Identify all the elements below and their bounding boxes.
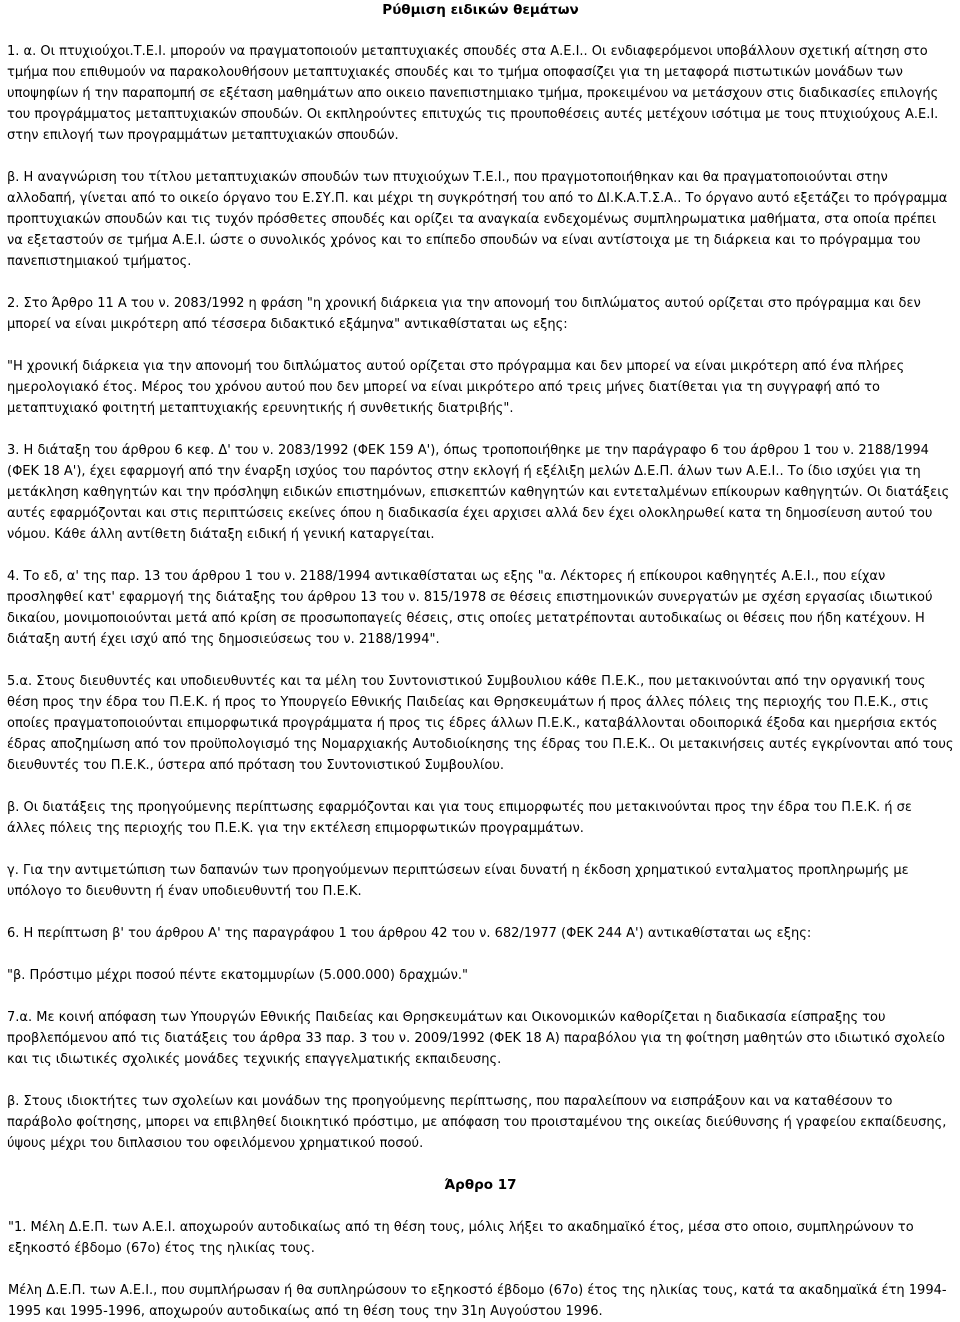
spacer [7,839,954,860]
spacer [7,1154,954,1175]
spacer [7,419,954,440]
spacer [7,272,954,293]
paragraph-2: 2. Στο Άρθρο 11 Α του ν. 2083/1992 η φράση "η χρονική διάρκεια για την απονομή του διπλώματος αυτού ορίζεται στο πρόγραμμα και δεν μπορεί να είναι μικρότερη από τέσσερα διδακτικό εξάμηνα" αντικαθίσταται ως εξης: [7,296,921,332]
spacer [7,1259,954,1280]
paragraph-5a: 5.α. Στους διευθυντές και υποδιευθυντές και τα μέλη του Συντονιστικού Συμβουλιου κάθε Π.Ε.Κ., που μετακινούνται από την οργανική τους θέση προς την έδρα του Π.Ε.Κ. ή προς το Υπουργείο Εθνικής Παιδείας και Θρησκευμάτων ή προς άλλες πόλεις της περιοχής του Π.Ε.Κ., στις οποίες πραγματοποιούνται επιμορφωτικά προγράμματα ή προς τις έδρες άλλων Π.Ε.Κ., καταβάλλονται οδοιπορικά έξοδα και ημερήσια εκτός έδρας αποζημίωση από τον προϋπολογισμό της Νομαρχιακής Αυτοδιοίκησης της έδρας του Π.Ε.Κ.. Οι μετακινήσεις αυτές εγκρίνονται από τους διευθυντές του Π.Ε.Κ., ύστερα από πρόταση του Συντονιστικού Συμβουλίου. [7,674,954,773]
paragraph-6: 6. Η περίπτωση β' του άρθρου Α' της παραγράφου 1 του άρθρου 42 του ν. 682/1977 (ΦΕΚ 244 Α') αντικαθίσταται ως εξης: [7,926,812,941]
spacer [7,1070,954,1091]
article17-paragraph-2: Μέλη Δ.Ε.Π. των Α.Ε.Ι., που συμπλήρωσαν ή θα συπληρώσουν το εξηκοστό έβδομο (67ο) έτος της ηλικίας τους, κατά τα ακαδημαϊκά έτη 1994-1995 και 1995-1996, αποχωρούν αυτοδικαίως από τη θέση τους την 31η Αυγούστου 1996. [8,1283,947,1319]
article-heading: Άρθρο 17 [444,1177,517,1193]
spacer [7,986,954,1007]
paragraph-4: 4. Το εδ, α' της παρ. 13 του άρθρου 1 του ν. 2188/1994 αντικαθίσταται ως εξης "α. Λέκτορες ή επίκουροι καθηγητές Α.Ε.Ι., που είχαν προσληφθεί κατ' εφαρμογή της διάταξης του άρθρου 13 του ν. 815/1978 σε θέσεις επιστημονικών συνεργατών με σχέση εργασίας ιδιωτικού δικαίου, μονιμοποιούνται μετά από κρίση σε προσωποπαγείς θέσεις, στις οποίες μετατρέπονται αυτοδικαίως οι θέσεις που ήδη κατέχουν. Η διάταξη αυτή έχει ισχύ από της δημοσιεύσεως του ν. 2188/1994". [7,569,933,647]
spacer [7,1196,954,1217]
paragraph-5b: β. Οι διατάξεις της προηγούμενης περίπτωσης εφαρμόζονται και για τους επιμορφωτές που μετακινούνται προς την έδρα του Π.Ε.Κ. ή σε άλλες πόλεις της περιοχής του Π.Ε.Κ. για την εκτέλεση επιμορφωτικών προγραμμάτων. [7,800,912,836]
paragraph-1b: β. Η αναγνώριση του τίτλου μεταπτυχιακών σπουδών των πτυχιούχων Τ.Ε.Ι., που πραγμοτοποιήθηκαν και θα πραγματοποιούνται στην αλλοδαπή, γίνεται από το οικείο όργανο του Ε.ΣΥ.Π. και μέχρι τη συγκρότησή του από το ΔΙ.Κ.Α.Τ.Σ.Α.. Το όργανο αυτό εξετάζει το πρόγραμμα προπτυχιακών σπουδών και τις τυχόν πρόσθετες σπουδές και ορίζει τα αναγκαία ενδεχομένως συμπληρωματικα μαθήματα, στα οποία πρέπει να εξεταστούν σε τμήμα Α.Ε.Ι. ώστε ο συνολικός χρόνος και το επίπεδο σπουδών να είναι αντίστοιχα με τη διάρκεια και το πρόγραμμα του πανεπιστημιακού τμήματος. [7,170,948,269]
spacer [7,776,954,797]
spacer [7,650,954,671]
paragraph-7b: β. Στους ιδιοκτήτες των σχολείων και μονάδων της προηγούμενης περίπτωσης, που παραλείπουν να εισπράξουν και να καταθέσουν το παράβολο φοίτησης, μπορει να επιβληθεί διοικητικό πρόστιμο, με απόφαση του προισταμένου της οικείας διεύθυνσης ή γραφείου εκπαίδευσης, ύψους μέχρι του διπλασιου του οφειλόμενου χρηματικού ποσού. [7,1094,947,1151]
spacer [7,944,954,965]
article17-paragraph-1: "1. Μέλη Δ.Ε.Π. των Α.Ε.Ι. αποχωρούν αυτοδικαίως από τη θέση τους, μόλις λήξει το ακαδημαϊκό έτος, μέσα στο οποιο, συμπληρώνουν το εξηκοστό έβδομο (67ο) έτος της ηλικίας τους. [8,1220,914,1256]
paragraph-6-quote: "β. Πρόστιμο μέχρι ποσού πέντε εκατομμυρίων (5.000.000) δραχμών." [7,968,468,983]
paragraph-5c: γ. Για την αντιμετώπιση των δαπανών των προηγούμενων περιπτώσεων είναι δυνατή η έκδοση χρηματικού ενταλματος προπληρωμής με υπόλογο το διευθυντη ή έναν υποδιευθυντή του Π.Ε.Κ. [7,863,909,899]
paragraph-3: 3. Η διάταξη του άρθρου 6 κεφ. Δ' του ν. 2083/1992 (ΦΕΚ 159 Α'), όπως τροποποιήθηκε με την παράγραφο 6 του άρθρου 1 του ν. 2188/1994 (ΦΕΚ 18 Α'), έχει εφαρμογή από την έναρξη ισχύος του παρόντος στην εκλογή ή εξέλιξη μελών Δ.Ε.Π. άλων των Α.Ε.Ι.. Το ίδιο ισχύει για τη μετάκληση καθηγητών και την πρόσληψη ειδικών επιστημόνων, επισκεπτών καθηγητών και εντεταλμένων επίκουρων καθηγητών. Οι διατάξεις αυτές εφαρμόζονται και στις περιπτώσεις εκείνες όπου η διαδικασία έχει αρχισει αλλά δεν έχει ολοκληρωθεί κατα τη δημοσίευση αυτού του νόμου. Κάθε άλλη αντίθετη διάταξη ειδική ή γενική καταργείται. [7,443,950,542]
spacer [7,545,954,566]
spacer [7,335,954,356]
spacer [7,902,954,923]
paragraph-7a: 7.α. Με κοινή απόφαση των Υπουργών Εθνικής Παιδείας και Θρησκευμάτων και Οικονομικών καθορίζεται η διαδικασία είσπραξης του προβλεπόμενου από τις διατάξεις του άρθρα 33 παρ. 3 του ν. 2009/1992 (ΦΕΚ 18 Α) παραβόλου για τη φοίτηση μαθητών στο ιδιωτικό σχολείο και τις ιδιωτικές σχολικές μονάδες τεχνικής επαγγελματικής εκπαιδευσης. [7,1010,946,1067]
paragraph-2-quote: "Η χρονική διάρκεια για την απονομή του διπλώματος αυτού ορίζεται στο πρόγραμμα και δεν μπορεί να είναι μικρότερη από ένα πλήρες ημερολογιακό έτος. Μέρος του χρόνου αυτού που δεν μπορεί να είναι μικρότερο από τρεις μήνες διατίθεται για τη συγγραφή από το μεταπτυχιακό φοιτητή μεταπτυχιακής ερευνητικής ή συνθετικής διατριβής". [7,359,905,416]
spacer [7,22,954,41]
paragraph-1a: 1. α. Οι πτυχιούχοι.Τ.Ε.Ι. μπορούν να πραγματοποιούν μεταπτυχιακές σπουδές στα Α.Ε.Ι.. Οι ενδιαφερόμενοι υποβάλλουν σχετική αίτηση στο τμήμα που επιθυμούν να παρακολουθήσουν μεταπτυχιακές σπουδές και το τμήμα οποφασίζει για τη μεταφορά πιστωτικών μονάδων των υποψηφίων ή την παραπομπή σε εξέταση μαθημάτων απο οικειο πανεπιστημιακο τμήμα, προκειμένου να μετάσχουν στις διαδικασίες επιλογής του προγράμματος μεταπτυχιακών σπουδών. Οι εκπληρούντες επιτυχώς τις προυποθέσεις αυτές μετέχουν ισότιμα με τους πτυχιούχους Α.Ε.Ι. στην επιλογή των προγραμμάτων μεταπτυχιακών σπουδών. [7,44,939,143]
spacer [7,146,954,167]
document-title: Ρύθμιση ειδικών θεμάτων [382,2,579,18]
